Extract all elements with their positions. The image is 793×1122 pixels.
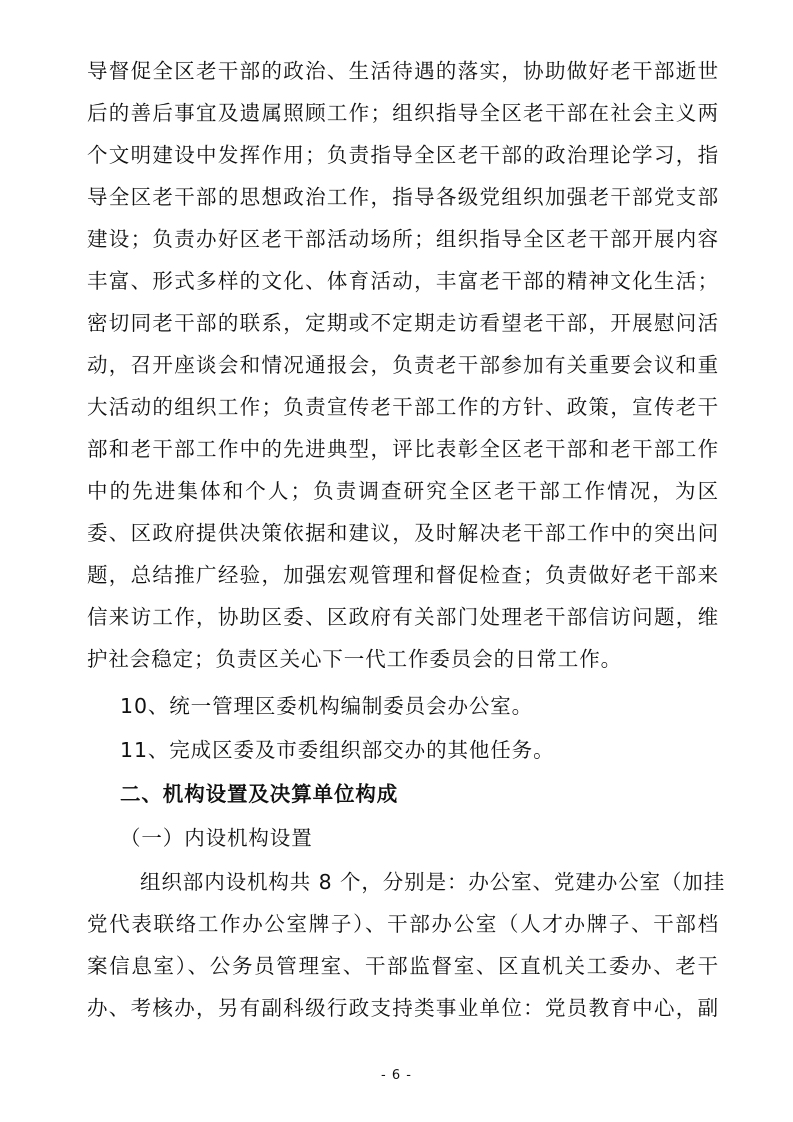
body-line-13: 题，总结推广经验，加强宏观管理和督促检查；负责做好老干部来 (87, 563, 719, 587)
body-line-12: 委、区政府提供决策依据和建议，及时解决老干部工作中的突出问 (87, 521, 719, 545)
para-line-1: 组织部内设机构共 8 个，分别是：办公室、党建办公室（加挂 (140, 870, 726, 894)
body-line-6: 丰富、形式多样的文化、体育活动，丰富老干部的精神文化生活； (87, 269, 719, 293)
para-line-3: 案信息室）、公务员管理室、干部监督室、区直机关工委办、老干 (87, 954, 719, 978)
section-heading: 二、机构设置及决算单位构成 (120, 782, 399, 806)
subsection-heading: （一）内设机构设置 (120, 826, 313, 850)
page-number: - 6 - (381, 1068, 412, 1083)
body-line-15: 护社会稳定；负责区关心下一代工作委员会的日常工作。 (87, 647, 622, 671)
body-line-10: 部和老干部工作中的先进典型，评比表彰全区老干部和老干部工作 (87, 437, 719, 461)
para-line-2: 党代表联络工作办公室牌子）、干部办公室（人才办牌子、干部档 (87, 912, 719, 936)
body-line-9: 大活动的组织工作；负责宣传老干部工作的方针、政策，宣传老干 (87, 395, 719, 419)
list-item-11: 11、完成区委及市委组织部交办的其他任务。 (120, 738, 555, 762)
body-line-11: 中的先进集体和个人；负责调查研究全区老干部工作情况，为区 (87, 479, 719, 503)
body-line-2: 后的善后事宜及遗属照顾工作；组织指导全区老干部在社会主义两 (87, 101, 719, 125)
body-line-1: 导督促全区老干部的政治、生活待遇的落实，协助做好老干部逝世 (87, 59, 719, 83)
body-line-8: 动，召开座谈会和情况通报会，负责老干部参加有关重要会议和重 (87, 353, 719, 377)
body-line-4: 导全区老干部的思想政治工作，指导各级党组织加强老干部党支部 (87, 185, 719, 209)
body-line-5: 建设；负责办好区老干部活动场所；组织指导全区老干部开展内容 (87, 227, 719, 251)
list-item-10: 10、统一管理区委机构编制委员会办公室。 (120, 694, 534, 718)
body-line-14: 信来访工作，协助区委、区政府有关部门处理老干部信访问题，维 (87, 605, 719, 629)
body-line-3: 个文明建设中发挥作用；负责指导全区老干部的政治理论学习，指 (87, 143, 719, 167)
para-line-4: 办、考核办，另有副科级行政支持类事业单位：党员教育中心，副 (87, 996, 719, 1020)
body-line-7: 密切同老干部的联系，定期或不定期走访看望老干部，开展慰问活 (87, 311, 719, 335)
